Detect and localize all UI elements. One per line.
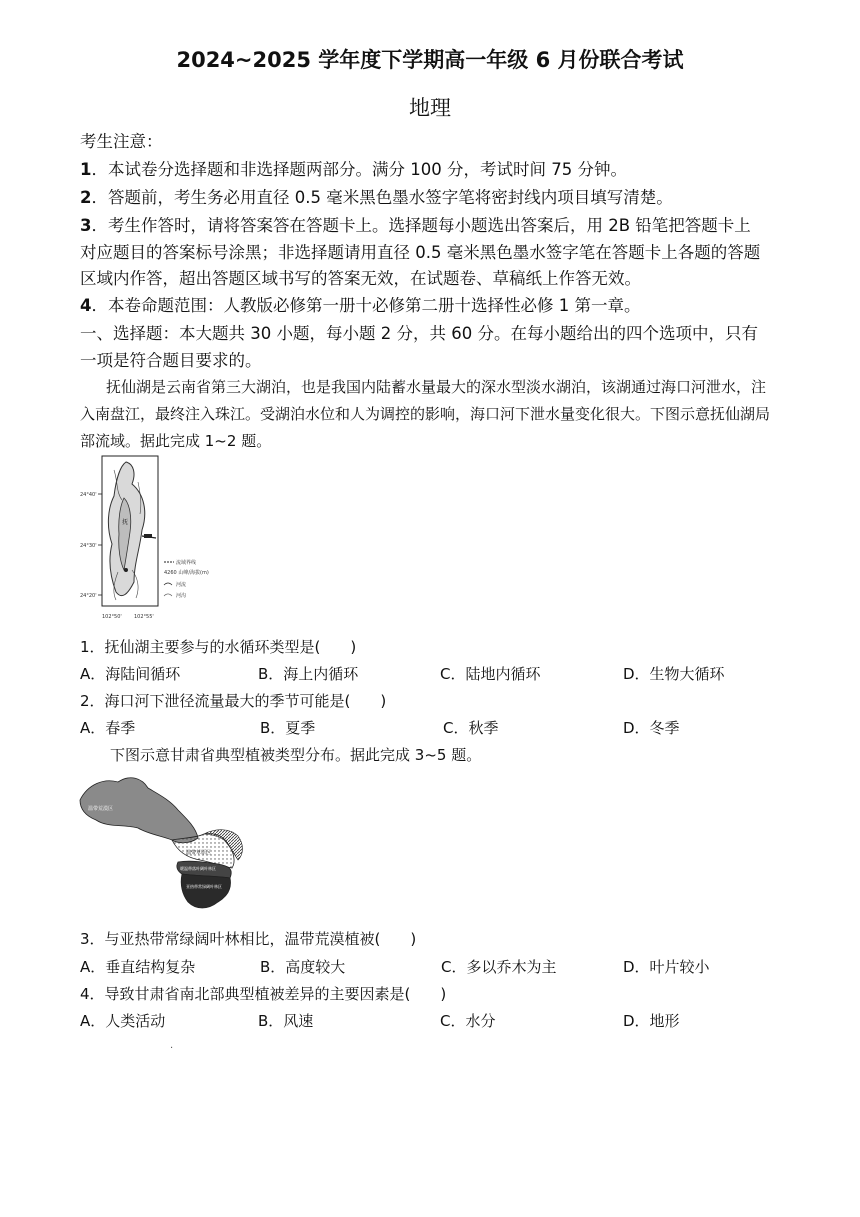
lake-label: 抚 <box>122 519 129 526</box>
notice-heading: 考生注意： <box>80 132 163 151</box>
notice-num: 1 <box>80 160 92 179</box>
gansu-vegetation-map <box>78 770 250 916</box>
question-1-stem: 1．抚仙湖主要参与的水循环类型是( ) <box>80 638 357 656</box>
lat-label: 24°30' <box>80 543 97 549</box>
notice-item-3-cont: 对应题目的答案标号涂黑；非选择题请用直径 0.5 毫米黑色墨水签字笔在答题卡上各题的答题 <box>80 243 761 262</box>
passage-line: 入南盘江，最终注入珠江。受湖泊水位和人为调控的影响，海口河下泄水量变化很大。下图示意抚仙湖局 <box>80 405 771 423</box>
question-4-stem: 4．导致甘肃省南北部典型植被差异的主要因素是( ) <box>80 985 447 1003</box>
subject-title: 地理 <box>409 96 451 120</box>
notice-item-2 <box>80 184 673 208</box>
section-heading-cont: 一项是符合题目要求的。 <box>80 351 262 370</box>
legend-item: 河流 <box>176 582 187 588</box>
legend-item: 4260 山峰/海拔(m) <box>164 570 209 576</box>
notice-text: ．答题前，考生务必用直径 0.5 毫米黑色墨水签字笔将密封线内项目填写清楚。 <box>91 188 673 207</box>
option-c[interactable]: C．秋季 <box>443 719 499 737</box>
region-label-steppe: 温带草原区 <box>186 850 212 856</box>
notice-item-1 <box>80 156 627 180</box>
notice-text: ．本试卷分选择题和非选择题两部分。满分 100 分，考试时间 75 分钟。 <box>91 160 627 179</box>
region-label-desert: 温带荒漠区 <box>88 806 114 812</box>
notice-text: ．本卷命题范围：人教版必修第一册十必修第二册十选择性必修 1 第一章。 <box>91 296 641 315</box>
option-d[interactable]: D．叶片较小 <box>623 958 710 976</box>
lat-label: 24°20' <box>80 593 97 599</box>
lon-label: 102°55' <box>134 614 154 620</box>
option-a[interactable]: A．春季 <box>80 719 136 737</box>
option-d[interactable]: D．地形 <box>623 1012 680 1030</box>
notice-item-3 <box>80 212 751 236</box>
notice-text: ．考生作答时，请将答案答在答题卡上。选择题每小题选出答案后，用 2B 铅笔把答题卡上 <box>91 216 751 235</box>
passage-line: 抚仙湖是云南省第三大湖泊，也是我国内陆蓄水量最大的深水型淡水湖泊，该湖通过海口河泄水，注 <box>106 378 767 396</box>
option-a[interactable]: A．人类活动 <box>80 1012 166 1030</box>
region-label-subtropical: 亚热带常绿阔叶林区 <box>186 884 222 889</box>
section-heading: 一、选择题：本大题共 30 小题，每小题 2 分，共 60 分。在每小题给出的四个选项中，只有 <box>80 324 758 343</box>
stray-mark: . <box>170 1040 174 1051</box>
fuxian-lake-map <box>78 452 228 622</box>
notice-item-3-cont2: 区域内作答，超出答题区域书写的答案无效，在试题卷、草稿纸上作答无效。 <box>80 269 641 288</box>
option-b[interactable]: B．海上内循环 <box>258 665 359 683</box>
question-3-stem: 3．与亚热带常绿阔叶林相比，温带荒漠植被( ) <box>80 930 417 948</box>
notice-item-4 <box>80 292 640 316</box>
region-label-deciduous: 暖温带落叶阔叶林区 <box>180 866 216 871</box>
option-a[interactable]: A．垂直结构复杂 <box>80 958 196 976</box>
option-a[interactable]: A．海陆间循环 <box>80 665 181 683</box>
option-b[interactable]: B．夏季 <box>260 719 316 737</box>
notice-num: 2 <box>80 188 92 207</box>
option-b[interactable]: B．高度较大 <box>260 958 346 976</box>
passage-line: 下图示意甘肃省典型植被类型分布。据此完成 3~5 题。 <box>110 746 482 764</box>
notice-num: 4 <box>80 296 92 315</box>
passage-line: 部流域。据此完成 1~2 题。 <box>80 432 272 450</box>
legend-item: 流域界线 <box>176 560 197 566</box>
legend-item: 河沟 <box>176 593 187 599</box>
question-2-stem: 2．海口河下泄径流量最大的季节可能是( ) <box>80 692 387 710</box>
exam-title: 2024~2025 学年度下学期高一年级 6 月份联合考试 <box>176 48 684 72</box>
option-c[interactable]: C．水分 <box>440 1012 496 1030</box>
lat-label: 24°40' <box>80 492 97 498</box>
option-c[interactable]: C．陆地内循环 <box>440 665 541 683</box>
option-d[interactable]: D．生物大循环 <box>623 665 725 683</box>
option-b[interactable]: B．风速 <box>258 1012 314 1030</box>
lon-label: 102°50' <box>102 614 122 620</box>
notice-num: 3 <box>80 216 92 235</box>
option-d[interactable]: D．冬季 <box>623 719 680 737</box>
option-c[interactable]: C．多以乔木为主 <box>441 958 557 976</box>
